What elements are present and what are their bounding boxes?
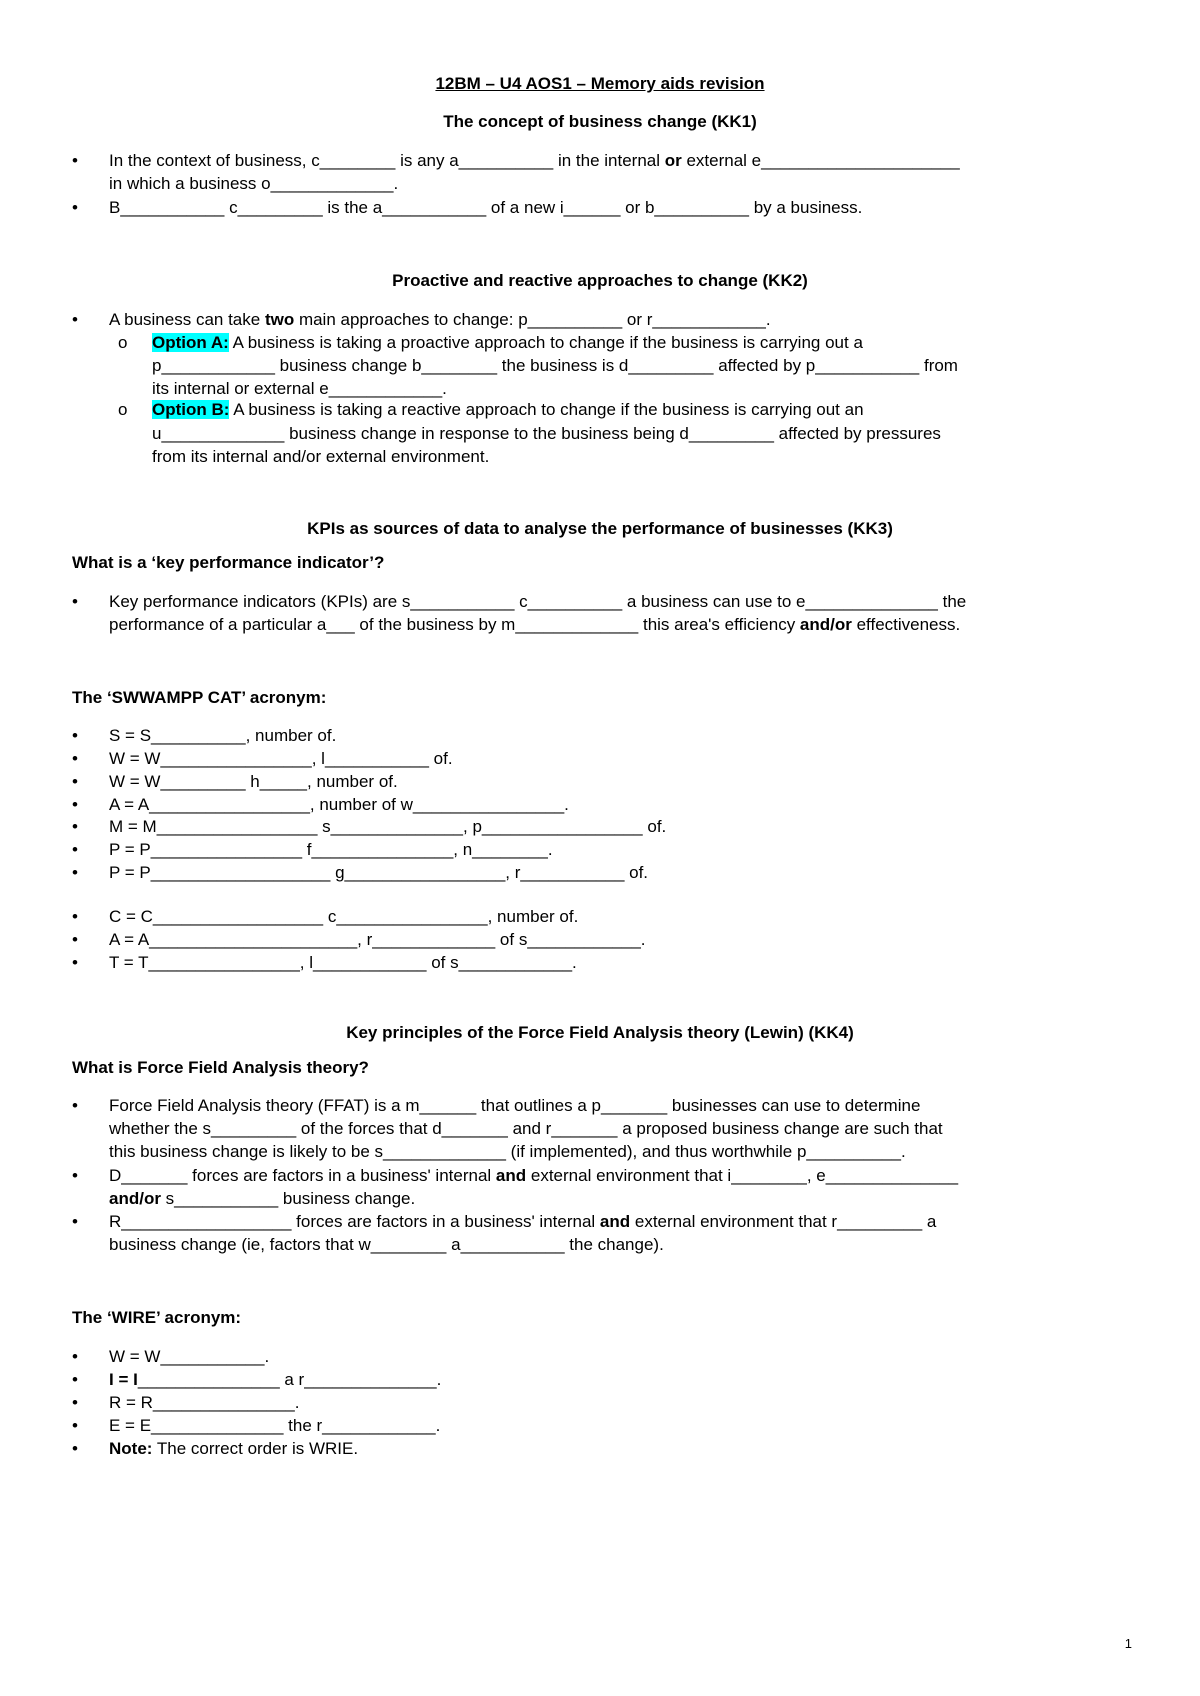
acronym-item: M = M_________________ s______________, p_________________ of.: [109, 817, 667, 836]
bullet-icon: •: [72, 840, 78, 859]
kk4-question: What is Force Field Analysis theory?: [72, 1058, 369, 1077]
kk3-bullet-1-line-1: Key performance indicators (KPIs) are s___________ c__________ a business can use to e______________ the: [109, 592, 967, 611]
bullet-icon: •: [72, 930, 78, 949]
kk1-bullet-1-line-2: in which a business o_____________.: [109, 174, 399, 193]
option-b-line-3: from its internal and/or external environment.: [152, 447, 490, 466]
wire-item-e: E = E______________ the r____________.: [109, 1416, 441, 1435]
kk1-bullet-1-line-1: In the context of business, c________ is any a__________ in the internal or external e_____________________: [109, 151, 960, 170]
acronym-item: S = S__________, number of.: [109, 726, 337, 745]
bullet-icon: •: [72, 817, 78, 836]
bullet-icon: •: [72, 1393, 78, 1412]
bullet-icon: •: [72, 1416, 78, 1435]
sub-bullet-icon: o: [118, 400, 128, 419]
page-number: 1: [1124, 1636, 1132, 1651]
acronym-item: C = C__________________ c________________, number of.: [109, 907, 579, 926]
wire-item-i: I = I_______________ a r______________.: [109, 1370, 442, 1389]
bullet-icon: •: [72, 772, 78, 791]
section-heading-kk3: KPIs as sources of data to analyse the performance of businesses (KK3): [307, 519, 893, 538]
bullet-icon: •: [72, 1166, 78, 1185]
document-title: 12BM – U4 AOS1 – Memory aids revision: [435, 74, 765, 93]
bullet-icon: •: [72, 726, 78, 745]
option-b-label: Option B:: [152, 400, 230, 419]
kk4-bullet-1-line-3: this business change is likely to be s_____________ (if implemented), and thus worthwhile p__________.: [109, 1142, 906, 1161]
kk4-bullet-3-line-1: R__________________ forces are factors in a business' internal and external environment that r_________ a: [109, 1212, 937, 1231]
kk4-bullet-1-line-1: Force Field Analysis theory (FFAT) is a m______ that outlines a p_______ businesses can use to determine: [109, 1096, 921, 1115]
sub-bullet-icon: o: [118, 333, 128, 352]
wire-item-r: R = R_______________.: [109, 1393, 300, 1412]
bullet-icon: •: [72, 907, 78, 926]
kk1-bullet-2: B___________ c_________ is the a___________ of a new i______ or b__________ by a business.: [109, 198, 863, 217]
acronym-item: W = W_________ h_____, number of.: [109, 772, 398, 791]
acronym-item: W = W________________, l___________ of.: [109, 749, 453, 768]
wire-item-w: W = W___________.: [109, 1347, 270, 1366]
wire-heading: The ‘WIRE’ acronym:: [72, 1308, 242, 1327]
option-a-line-2: p____________ business change b________ the business is d_________ affected by p___________ from: [152, 356, 958, 375]
acronym-item: P = P___________________ g_________________, r___________ of.: [109, 863, 649, 882]
bullet-icon: •: [72, 1212, 78, 1231]
bullet-icon: •: [72, 1439, 78, 1458]
bullet-icon: •: [72, 953, 78, 972]
bullet-icon: •: [72, 863, 78, 882]
bullet-icon: •: [72, 198, 78, 217]
section-heading-kk4: Key principles of the Force Field Analysis theory (Lewin) (KK4): [346, 1023, 854, 1042]
swwampp-cat-heading: The ‘SWWAMPP CAT’ acronym:: [72, 688, 327, 707]
kk3-bullet-1-line-2: performance of a particular a___ of the business by m_____________ this area's efficiency and/or effectiveness.: [109, 615, 961, 634]
option-a-label: Option A:: [152, 333, 229, 352]
section-heading-kk2: Proactive and reactive approaches to change (KK2): [392, 271, 808, 290]
bullet-icon: •: [72, 749, 78, 768]
kk3-question: What is a ‘key performance indicator’?: [72, 553, 385, 572]
bullet-icon: •: [72, 151, 78, 170]
kk4-bullet-3-line-2: business change (ie, factors that w________ a___________ the change).: [109, 1235, 664, 1254]
bullet-icon: •: [72, 310, 78, 329]
kk2-bullet-1: A business can take two main approaches to change: p__________ or r____________.: [109, 310, 771, 329]
acronym-item: T = T________________, l____________ of s____________.: [109, 953, 577, 972]
bullet-icon: •: [72, 1347, 78, 1366]
option-a-line-1: Option A: A business is taking a proactive approach to change if the business is carrying out a: [152, 333, 863, 352]
option-a-line-3: its internal or external e____________.: [152, 379, 447, 398]
wire-note: Note: The correct order is WRIE.: [109, 1439, 359, 1458]
bullet-icon: •: [72, 1370, 78, 1389]
option-b-line-2: u_____________ business change in response to the business being d_________ affected by pressures: [152, 424, 941, 443]
kk4-bullet-2-line-2: and/or s___________ business change.: [109, 1189, 416, 1208]
bullet-icon: •: [72, 592, 78, 611]
bullet-icon: •: [72, 795, 78, 814]
bullet-icon: •: [72, 1096, 78, 1115]
option-b-line-1: Option B: A business is taking a reactive approach to change if the business is carrying out an: [152, 400, 864, 419]
acronym-item: P = P________________ f_______________, n________.: [109, 840, 553, 859]
kk4-bullet-1-line-2: whether the s_________ of the forces that d_______ and r_______ a proposed business change are such that: [109, 1119, 943, 1138]
kk4-bullet-2-line-1: D_______ forces are factors in a business' internal and external environment that i________, e______________: [109, 1166, 959, 1185]
acronym-item: A = A_________________, number of w________________.: [109, 795, 569, 814]
acronym-item: A = A______________________, r_____________ of s____________.: [109, 930, 646, 949]
section-heading-kk1: The concept of business change (KK1): [443, 112, 757, 131]
